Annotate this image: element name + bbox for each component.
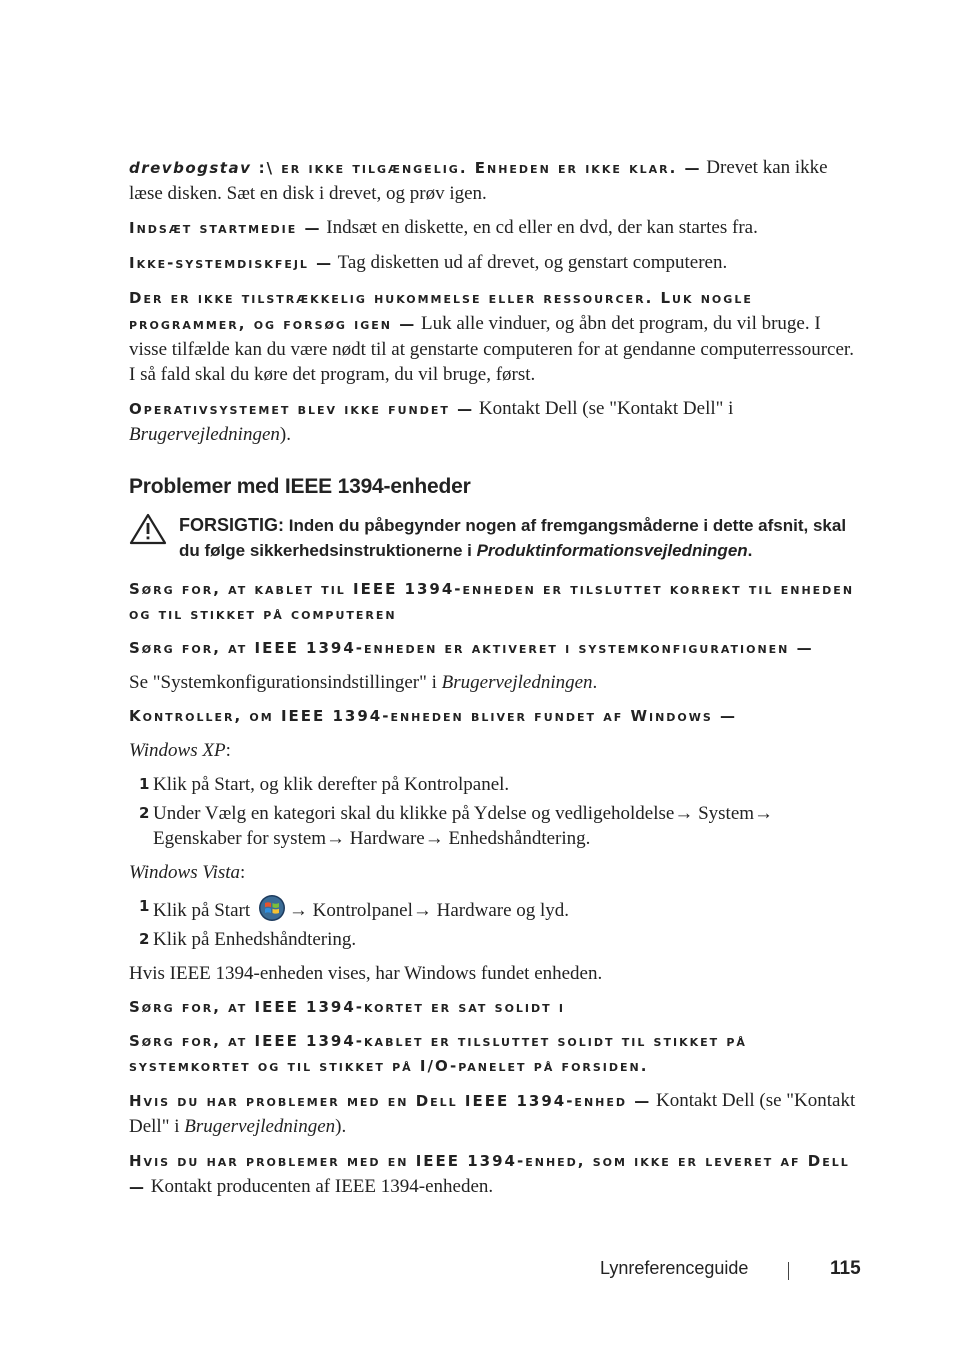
os-colon: : (225, 740, 231, 761)
step-text: Klik på (153, 900, 215, 921)
step-end: . (504, 774, 510, 795)
check-head: Sørg for, at IEEE 1394-kablet er tilsluttet solidt til stikket på systemkortet og til stikket på I/O-panelet på forsiden. (129, 1032, 747, 1075)
os-name: Windows Vista (129, 862, 241, 883)
ui-path: Enhedshåndtering. (214, 929, 357, 950)
body-end: ). (335, 1116, 347, 1137)
page-content (129, 155, 857, 1209)
error-entry-drive (129, 155, 857, 206)
caution-end: . (747, 541, 753, 560)
entry-body: Indsæt en diskette, en cd eller en dvd, der kan startes fra. (321, 217, 758, 238)
warning-icon (129, 513, 167, 545)
entry-body: Luk alle vinduer, og åbn det program, du vil bruge. I visse tilfælde kan du være nødt til at genstarte computeren for at gendanne computerressourcer. I så fald skal du køre det program, du vil bruge, først. (129, 313, 854, 385)
windows-xp-label (129, 738, 857, 763)
check-head: Sørg for, at kablet til IEEE 1394-enheden er tilsluttet korrekt til enheden og til stikket på computeren (129, 580, 855, 623)
body-text: Se "Systemkonfigurationsindstillinger" i (129, 672, 442, 693)
check-head: Sørg for, at IEEE 1394-kortet er sat solidt i (129, 998, 565, 1016)
step-text: Under (153, 803, 205, 824)
check-non-dell-device (129, 1148, 857, 1200)
caution-note (129, 513, 857, 563)
check-cable-seated (129, 1029, 857, 1079)
entry-head: Operativsystemet blev ikke fundet — (129, 400, 475, 418)
entry-head-italic: drevbogstav (129, 159, 252, 177)
page-number: 115 (830, 1258, 861, 1279)
entry-head: :\ er ikke tilgængelig. Enheden er ikke klar. — (251, 159, 702, 177)
caution-label: FORSIGTIG: (179, 515, 284, 535)
body-text: Kontakt producenten af IEEE 1394-enheden. (146, 1176, 494, 1197)
step-text: Klik på (153, 929, 215, 950)
caution-text: Inden du påbegynder nogen af fremgangsmåderne i dette afsnit, skal du følge sikkerhedsinstruktionerne i (179, 516, 847, 560)
list-item (129, 927, 857, 952)
check-head: Hvis du har problemer med en IEEE 1394-enhed, som ikke er leveret af Dell — (129, 1152, 850, 1196)
ui-path: Vælg en kategori (204, 803, 336, 824)
entry-head: Indsæt startmedie — (129, 219, 322, 237)
step-number: 2 (139, 804, 150, 822)
ui-path: Start, og klik derefter på Kontrolpanel (214, 774, 505, 795)
section-title: Problemer med IEEE 1394-enheder (129, 475, 471, 498)
footer-divider (788, 1262, 789, 1280)
page-footer (600, 1258, 862, 1279)
entry-body-end: ). (279, 424, 291, 445)
list-item (129, 894, 857, 923)
check-card-seated (129, 995, 857, 1020)
step-text: Klik på (153, 774, 215, 795)
step-end: . (564, 900, 570, 921)
error-entry-os-not-found (129, 396, 857, 447)
ui-path: Ydelse og vedligeholdelse→ System→ Egenskaber for system→ Hardware→ Enhedshåndtering (153, 803, 774, 849)
body-text: Kontakt Dell (se "Kontakt Dell" i (129, 1090, 856, 1137)
xp-steps (129, 772, 857, 851)
os-colon: : (240, 862, 246, 883)
vista-steps (129, 894, 857, 952)
ui-path: Start (214, 900, 251, 921)
check-cable-connected (129, 577, 857, 627)
found-text: Hvis IEEE 1394-enheden vises, har Windows fundet enheden. (129, 963, 603, 984)
check-dell-device (129, 1088, 857, 1139)
check-windows-detects (129, 704, 857, 729)
entry-head: Ikke-systemdiskfejl — (129, 254, 334, 272)
entry-body: Tag disketten ud af drevet, og genstart computeren. (333, 252, 728, 273)
error-entry-memory (129, 285, 857, 387)
windows-vista-label (129, 860, 857, 885)
caution-doc: Produktinformationsvejledningen (476, 541, 748, 560)
check-enabled-in-setup (129, 636, 857, 661)
footer-guide-title: Lynreferenceguide (600, 1258, 749, 1278)
list-item (129, 772, 857, 797)
check-head: Sørg for, at IEEE 1394-enheden er aktiveret i systemkonfigurationen — (129, 639, 814, 657)
check-head: Kontroller, om IEEE 1394-enheden bliver fundet af Windows — (129, 707, 738, 725)
entry-body: Drevet kan ikke læse disken. Sæt en disk i drevet, og prøv igen. (129, 157, 828, 204)
check-enabled-body (129, 670, 857, 695)
entry-doc-ref: Brugervejledningen (129, 424, 280, 445)
windows-start-icon (257, 894, 287, 922)
step-number: 1 (139, 897, 150, 915)
ui-path: → Kontrolpanel→ Hardware og lyd (288, 900, 565, 921)
error-entry-boot-media (129, 215, 857, 241)
entry-body: Kontakt Dell (se "Kontakt Dell" i (474, 398, 734, 419)
doc-ref: Brugervejledningen (441, 672, 593, 693)
body-end: . (592, 672, 598, 693)
step-number: 2 (139, 930, 150, 948)
step-number: 1 (139, 775, 150, 793)
entry-head: Der er ikke tilstrækkelig hukommelse eller ressourcer. Luk nogle programmer, og forsøg igen — (129, 289, 753, 333)
step-text: skal du klikke på (335, 803, 474, 824)
check-head: Hvis du har problemer med en Dell IEEE 1394-enhed — (129, 1092, 652, 1110)
list-item (129, 801, 857, 851)
step-end: . (585, 828, 591, 849)
os-name: Windows XP (129, 740, 226, 761)
doc-ref: Brugervejledningen (184, 1116, 336, 1137)
error-entry-non-system-disk (129, 250, 857, 276)
